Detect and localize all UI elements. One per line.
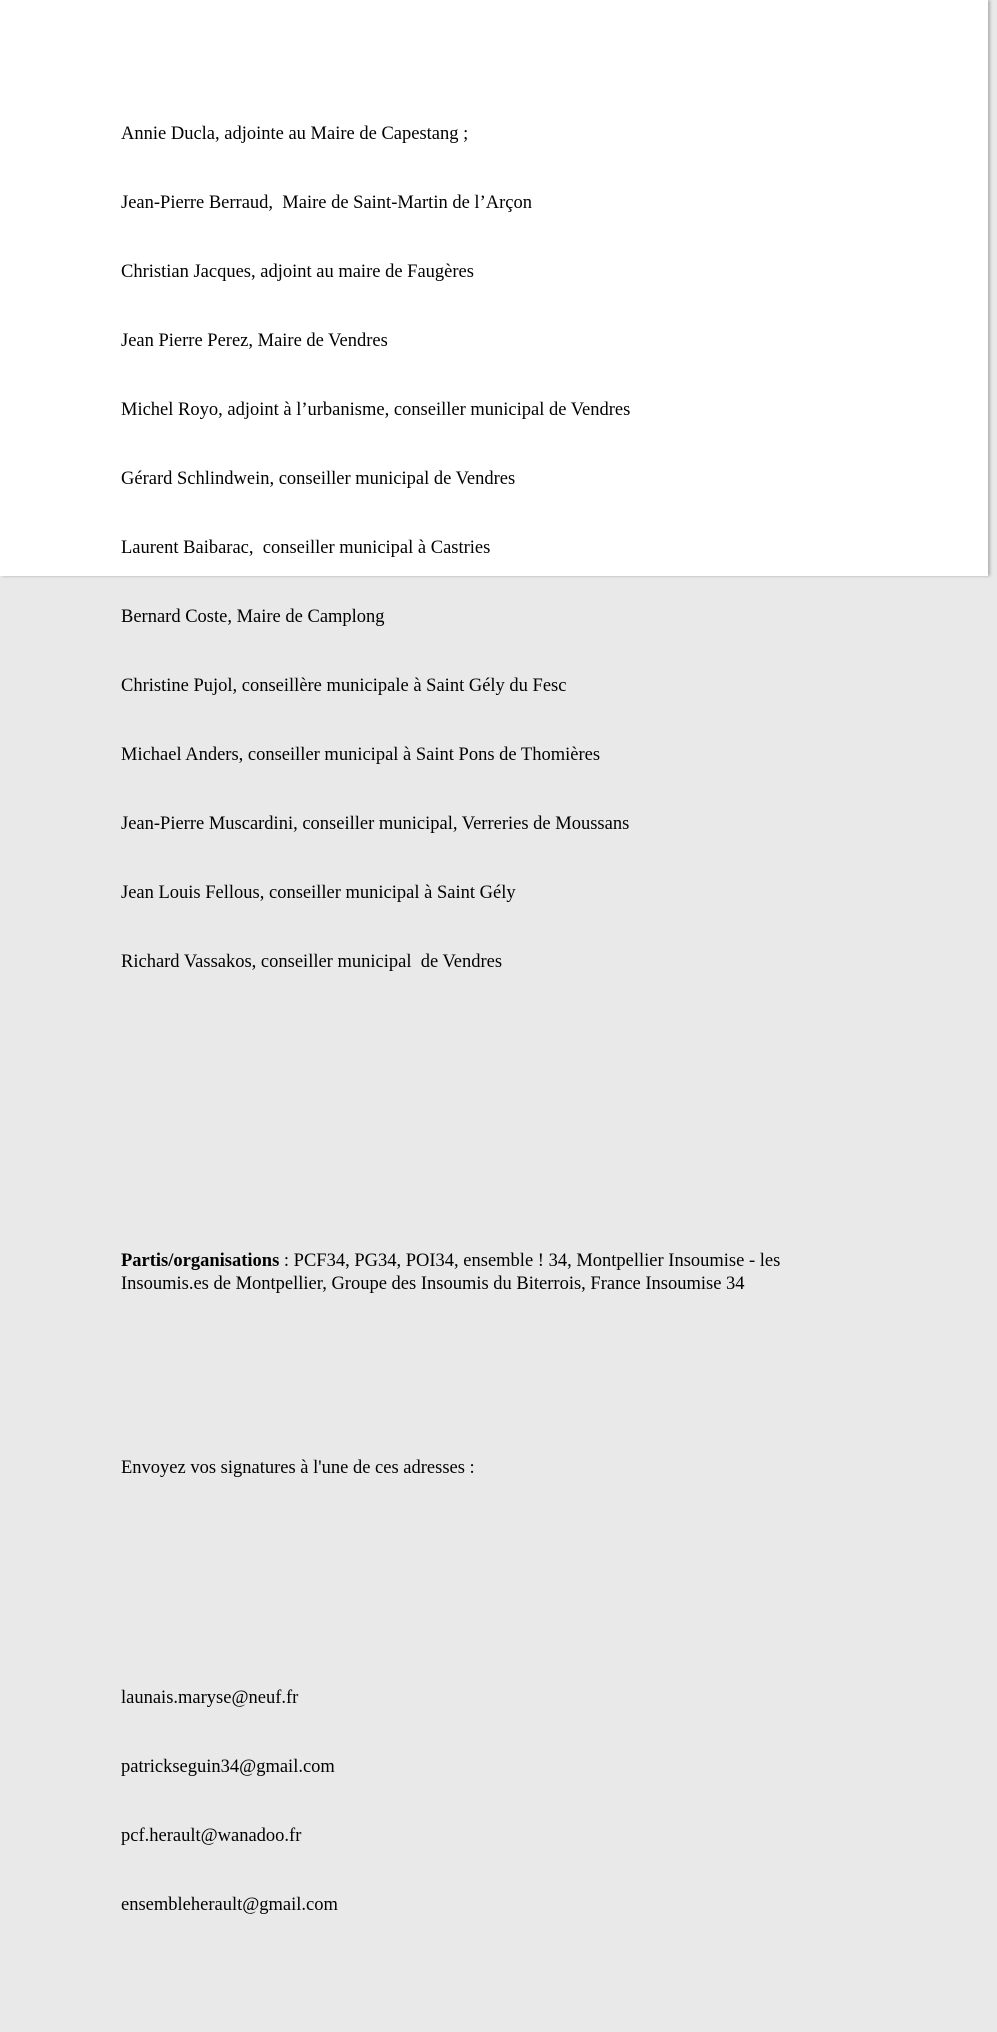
signatory-line: Bernard Coste, Maire de Camplong bbox=[121, 607, 385, 627]
parties-text: : PCF34, PG34, POI34, ensemble ! 34, Montpellier Insoumise - les Insoumis.es de Montpellier, Groupe des Insoumis du Biterrois, France Insoumise 34 bbox=[121, 1251, 781, 1294]
email-address: ensembleherault@gmail.com bbox=[121, 1895, 338, 1915]
document-body bbox=[121, 8, 961, 2032]
signatory-line: Gérard Schlindwein, conseiller municipal de Vendres bbox=[121, 469, 516, 489]
signatory-line: Michael Anders, conseiller municipal à Saint Pons de Thomières bbox=[121, 745, 601, 765]
signatory-line: Jean-Pierre Berraud, Maire de Saint-Martin de l’Arçon bbox=[121, 193, 532, 213]
blank-line bbox=[121, 1158, 961, 1181]
signatories-list bbox=[121, 77, 961, 1020]
email-list bbox=[121, 1641, 961, 1963]
blank-line bbox=[121, 1089, 961, 1112]
signatory-line: Jean-Pierre Muscardini, conseiller municipal, Verreries de Moussans bbox=[121, 814, 630, 834]
send-instruction: Envoyez vos signatures à l'une de ces adresses : bbox=[121, 1458, 475, 1478]
signatory-line: Annie Ducla, adjointe au Maire de Capestang ; bbox=[121, 124, 469, 144]
signatory-line: Michel Royo, adjoint à l’urbanisme, conseiller municipal de Vendres bbox=[121, 400, 631, 420]
signatory-line: Christine Pujol, conseillère municipale à Saint Gély du Fesc bbox=[121, 676, 567, 696]
email-address: pcf.herault@wanadoo.fr bbox=[121, 1826, 302, 1846]
signatory-line: Laurent Baibarac, conseiller municipal à Castries bbox=[121, 538, 491, 558]
signatory-line: Jean Pierre Perez, Maire de Vendres bbox=[121, 331, 388, 351]
parties-paragraph bbox=[121, 1250, 861, 1296]
blank-line bbox=[121, 1549, 961, 1572]
parties-label: Partis/organisations bbox=[121, 1251, 280, 1271]
signatory-line: Richard Vassakos, conseiller municipal de Vendres bbox=[121, 952, 503, 972]
blank-line bbox=[121, 1365, 961, 1388]
email-address: launais.maryse@neuf.fr bbox=[121, 1688, 299, 1708]
signatory-line: Christian Jacques, adjoint au maire de Faugères bbox=[121, 262, 474, 282]
email-address: patrickseguin34@gmail.com bbox=[121, 1757, 335, 1777]
signatory-line: Jean Louis Fellous, conseiller municipal à Saint Gély bbox=[121, 883, 516, 903]
